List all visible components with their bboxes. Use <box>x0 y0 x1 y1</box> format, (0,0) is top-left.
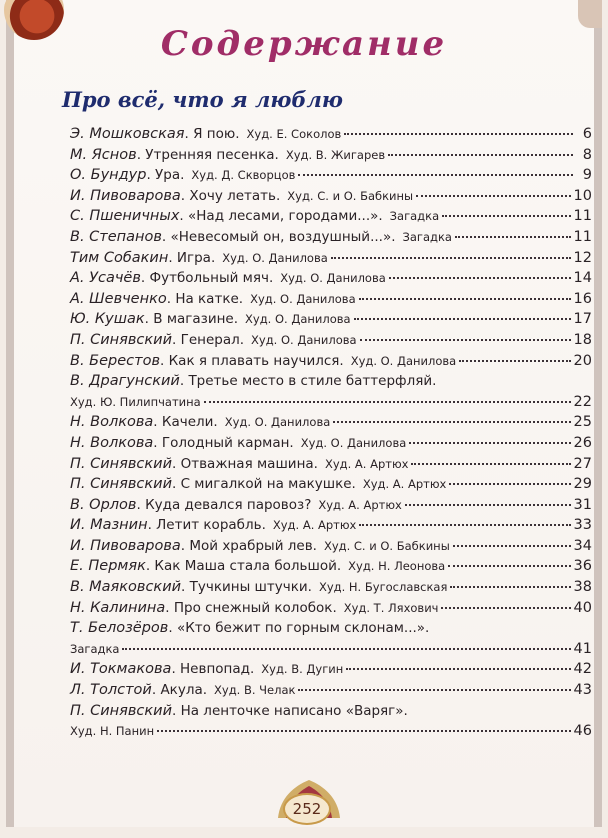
entry-title: С мигалкой на макушке. <box>180 476 356 493</box>
entry-separator: . <box>153 434 162 451</box>
toc-entry <box>70 188 592 209</box>
entry-title: На ленточке написано «Варяг». <box>180 702 408 719</box>
entry-page: 42 <box>573 661 592 678</box>
entry-title: Отважная машина. <box>180 455 318 472</box>
entry-author: Тим Собакин <box>70 249 169 266</box>
entry-separator: . <box>136 496 146 513</box>
entry-credit: Худ. В. Дугин <box>261 662 344 677</box>
entry-title: Как Маша стала большой. <box>154 558 342 575</box>
entry-author: А. Шевченко <box>70 290 167 307</box>
entry-credit: Худ. О. Данилова <box>350 353 457 368</box>
entry-title: Качели. <box>161 414 218 431</box>
entry-separator: . <box>180 187 190 204</box>
entry-title: Про снежный колобок. <box>173 599 337 616</box>
dot-leader <box>449 483 570 485</box>
dot-leader <box>389 277 571 279</box>
entry-page: 25 <box>573 414 592 431</box>
toc-entry <box>70 682 592 703</box>
entry-title: Как я плавать научился. <box>168 352 344 369</box>
entry-separator: . <box>160 352 169 369</box>
toc-entry <box>70 167 592 188</box>
entry-title: «Над лесами, городами...». <box>188 208 383 225</box>
entry-page: 17 <box>573 311 592 328</box>
entry-author: П. Синявский <box>70 476 172 493</box>
entry-separator: . <box>168 620 177 637</box>
toc-entry <box>70 147 592 168</box>
entry-page: 40 <box>573 599 592 616</box>
toc-entry <box>70 291 592 312</box>
entry-title: Футбольный мяч. <box>149 270 274 287</box>
entry-page: 14 <box>573 270 592 287</box>
entry-author: П. Синявский <box>70 455 172 472</box>
entry-page: 43 <box>573 682 592 699</box>
entry-title: Мой храбрый лев. <box>189 537 317 554</box>
entry-separator: . <box>146 167 156 184</box>
entry-separator: . <box>180 537 190 554</box>
entry-credit: Худ. А. Артюх <box>362 477 447 492</box>
entry-author: И. Пивоварова <box>70 537 181 554</box>
entry-title: «Невесомый он, воздушный...». <box>170 228 396 245</box>
entry-credit: Худ. Ю. Пилипчатина <box>70 394 201 409</box>
toc-entry <box>70 229 592 250</box>
entry-page: 29 <box>573 476 592 493</box>
entry-credit: Худ. Н. Бугославская <box>318 580 448 595</box>
entry-separator: . <box>168 249 177 266</box>
toc-entry <box>70 661 592 682</box>
entry-credit: Худ. Е. Соколов <box>246 127 342 141</box>
toc-entry <box>70 270 592 291</box>
dot-leader <box>344 133 573 135</box>
entry-author: В. Степанов <box>70 228 162 245</box>
entry-separator: . <box>145 558 155 575</box>
toc-entry <box>70 435 592 456</box>
entry-title: Акула. <box>160 682 208 699</box>
toc-entry <box>70 476 592 497</box>
toc-entry-continuation <box>70 723 592 744</box>
dot-leader <box>442 215 570 217</box>
entry-page: 11 <box>573 228 592 245</box>
entry-credit: Худ. Д. Скворцов <box>191 168 296 183</box>
dot-leader <box>157 730 570 732</box>
dot-leader <box>298 689 570 691</box>
entry-title: Куда девался паровоз? <box>145 496 312 513</box>
entry-page: 38 <box>573 579 592 596</box>
entry-page: 27 <box>573 455 592 472</box>
entry-separator: . <box>165 599 174 616</box>
entry-page: 6 <box>582 126 592 142</box>
entry-page: 12 <box>573 249 592 266</box>
entry-credit: Загадка <box>402 229 452 244</box>
entry-separator: . <box>147 517 157 534</box>
dot-leader <box>411 463 570 465</box>
dot-leader <box>450 586 570 588</box>
entry-page: 8 <box>582 146 592 163</box>
toc-entry <box>70 250 592 271</box>
entry-credit: Худ. О. Данилова <box>250 291 356 306</box>
entry-credit: Загадка <box>389 209 440 224</box>
section-heading: Про всё, что я люблю <box>62 87 343 112</box>
entry-page: 10 <box>573 187 592 204</box>
entry-author: А. Усачёв <box>70 270 141 287</box>
dot-leader <box>359 524 570 526</box>
entry-author: Ю. Кушак <box>70 311 145 328</box>
dot-leader <box>448 565 570 567</box>
entry-author: О. Бундур <box>70 167 147 184</box>
entry-credit: Худ. О. Данилова <box>251 332 357 347</box>
entry-separator: . <box>184 126 194 142</box>
entry-credit: Худ. В. Жигарев <box>285 147 386 162</box>
toc-entry <box>70 517 592 538</box>
entry-separator: . <box>179 208 189 225</box>
entry-credit: Загадка <box>70 641 120 656</box>
toc-entry <box>70 600 592 621</box>
dot-leader <box>455 236 571 238</box>
entry-credit: Худ. О. Данилова <box>280 271 386 286</box>
dot-leader <box>405 504 571 506</box>
entry-author: П. Синявский <box>70 702 172 719</box>
entry-author: В. Берестов <box>70 352 160 369</box>
entry-page: 46 <box>573 723 592 740</box>
dot-leader <box>459 360 570 362</box>
entry-page: 31 <box>573 496 592 513</box>
entry-credit: Худ. А. Артюх <box>324 456 409 471</box>
entry-credit: Худ. С. и О. Бабкины <box>287 188 414 203</box>
toc-entry <box>70 208 592 229</box>
entry-page: 20 <box>573 352 592 369</box>
entry-separator: . <box>166 290 176 307</box>
toc-entry <box>70 414 592 435</box>
dot-leader <box>416 195 570 197</box>
entry-author: Т. Белозёров <box>70 620 169 637</box>
entry-title: Ура. <box>155 167 185 184</box>
entry-author: Н. Волкова <box>70 414 154 431</box>
entry-page: 18 <box>573 331 592 348</box>
toc-entry <box>70 311 592 332</box>
toc-entry <box>70 620 592 641</box>
entry-page: 34 <box>573 537 592 554</box>
entry-separator: . <box>151 682 161 699</box>
toc-entry <box>70 558 592 579</box>
entry-separator: . <box>172 455 181 472</box>
dot-leader <box>122 648 570 650</box>
entry-page: 33 <box>573 517 592 534</box>
dot-leader <box>360 339 571 341</box>
entry-separator: . <box>161 228 171 245</box>
entry-credit: Худ. О. Данилова <box>300 435 407 450</box>
toc-entry-continuation <box>70 394 592 415</box>
entry-title: «Кто бежит по горным склонам...». <box>176 620 430 637</box>
dot-leader <box>388 154 573 156</box>
entry-author: Н. Калинина <box>70 599 166 616</box>
entry-separator: . <box>179 373 189 390</box>
entry-separator: . <box>140 270 150 287</box>
entry-separator: . <box>144 311 154 328</box>
entry-credit: Худ. О. Данилова <box>222 250 328 265</box>
entry-separator: . <box>153 414 162 431</box>
entry-author: В. Орлов <box>70 496 137 513</box>
entry-author: М. Яснов <box>70 146 137 163</box>
entry-author: Н. Волкова <box>70 434 154 451</box>
dot-leader <box>331 257 571 259</box>
entry-credit: Худ. В. Челак <box>214 683 296 698</box>
dot-leader <box>346 668 570 670</box>
entry-title: Невпопад. <box>180 661 255 678</box>
entry-page: 41 <box>573 640 592 657</box>
toc-entry-continuation <box>70 641 592 662</box>
entry-title: На катке. <box>175 290 244 307</box>
entry-credit: Худ. О. Данилова <box>224 415 331 430</box>
entry-credit: Худ. С. и О. Бабкины <box>323 538 450 553</box>
toc-entry <box>70 579 592 600</box>
table-of-contents <box>70 126 592 744</box>
page-number: 252 <box>283 793 331 825</box>
entry-author: И. Мазнин <box>70 517 148 534</box>
dot-leader <box>409 442 570 444</box>
entry-author: Е. Пермяк <box>70 558 146 575</box>
entry-title: Тучкины штучки. <box>189 579 312 596</box>
entry-page: 9 <box>582 167 592 184</box>
entry-author: И. Токмакова <box>70 661 172 678</box>
dot-leader <box>441 607 570 609</box>
toc-entry <box>70 373 592 394</box>
dot-leader <box>298 174 573 176</box>
entry-separator: . <box>172 476 181 493</box>
toc-entry <box>70 353 592 374</box>
entry-credit: Худ. Н. Леонова <box>348 559 446 574</box>
entry-title: Третье место в стиле баттерфляй. <box>188 373 437 390</box>
entry-title: Хочу летать. <box>189 187 281 204</box>
entry-title: Утренняя песенка. <box>145 146 279 163</box>
entry-author: В. Маяковский <box>70 579 182 596</box>
entry-separator: . <box>172 702 181 719</box>
entry-credit: Худ. Т. Ляхович <box>343 600 439 615</box>
entry-title: Игра. <box>176 249 216 266</box>
entry-page: 26 <box>573 434 592 451</box>
entry-separator: . <box>181 579 190 596</box>
dot-leader <box>354 318 571 320</box>
entry-page: 11 <box>573 208 592 225</box>
entry-page: 36 <box>573 558 592 575</box>
entry-author: И. Пивоварова <box>70 187 181 204</box>
dot-leader <box>204 401 571 403</box>
entry-title: Голодный карман. <box>161 434 294 451</box>
entry-author: Э. Мошковская <box>70 126 185 142</box>
toc-entry <box>70 456 592 477</box>
entry-title: Я пою. <box>193 126 240 142</box>
entry-separator: . <box>172 331 181 348</box>
toc-entry <box>70 126 592 147</box>
entry-author: С. Пшеничных <box>70 208 180 225</box>
entry-page: 16 <box>573 290 592 307</box>
toc-entry <box>70 332 592 353</box>
dot-leader <box>333 421 570 423</box>
entry-author: В. Драгунский <box>70 373 180 390</box>
entry-author: П. Синявский <box>70 331 172 348</box>
entry-credit: Худ. Н. Панин <box>70 724 155 739</box>
toc-entry <box>70 497 592 518</box>
dot-leader <box>359 298 571 300</box>
page-title: Содержание <box>160 24 448 64</box>
entry-title: В магазине. <box>153 311 239 328</box>
entry-separator: . <box>136 146 146 163</box>
toc-entry <box>70 703 592 724</box>
entry-page: 22 <box>573 393 592 410</box>
entry-title: Летит корабль. <box>156 517 266 534</box>
entry-credit: Худ. А. Артюх <box>318 497 402 512</box>
entry-credit: Худ. А. Артюх <box>272 518 357 533</box>
entry-separator: . <box>171 661 181 678</box>
dot-leader <box>453 545 571 547</box>
entry-credit: Худ. О. Данилова <box>245 312 351 327</box>
entry-author: Л. Толстой <box>70 682 152 699</box>
entry-title: Генерал. <box>180 331 245 348</box>
toc-entry <box>70 538 592 559</box>
